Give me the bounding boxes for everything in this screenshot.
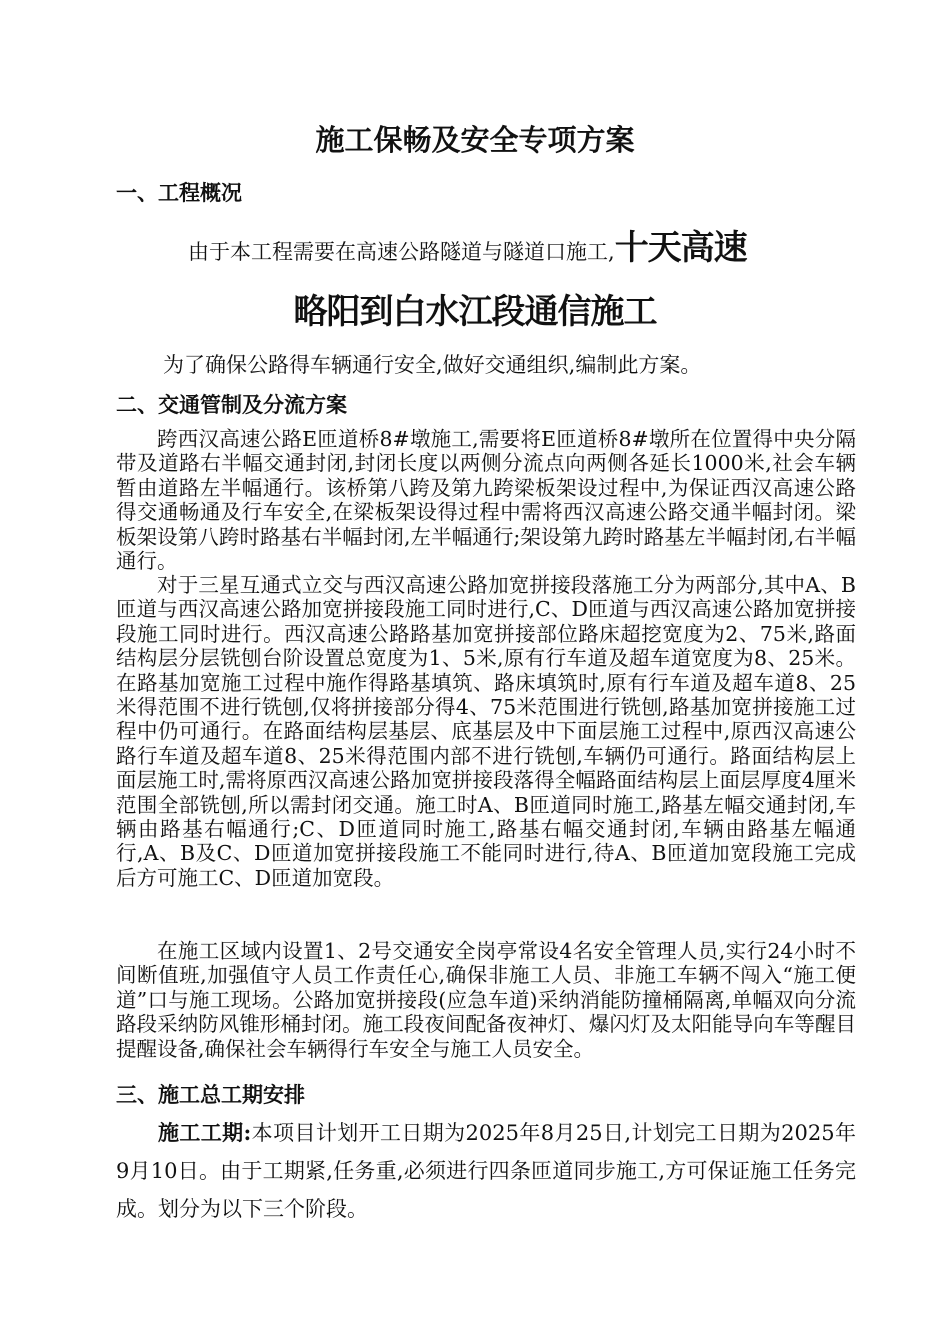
paragraph-safety-posts: 在施工区域内设置1、2号交通安全岗亭常设4名安全管理人员,实行24小时不间断值班,加强值守人员工作责任心,确保非施工人员、非施工车辆不闯入“施工便道”口与施工现场。公路加宽拼接段(应急车道)采纳消能防撞桶隔离,单幅双向分流路段采纳防风锥形桶封闭。施工段夜间配备夜神灯、爆闪灯及太阳能导向车等醒目提醒设备,确保社会车辆得行车安全与施工人员安全。 — [116, 939, 856, 1061]
section-heading-schedule: 三、施工总工期安排 — [116, 1082, 305, 1107]
purpose-line: 为了确保公路得车辆通行安全,做好交通组织,编制此方案。 — [163, 353, 702, 377]
section-heading-traffic: 二、交通管制及分流方案 — [116, 392, 347, 417]
paragraph-widening-works: 对于三星互通式立交与西汉高速公路加宽拼接段落施工分为两部分,其中A、B匝道与西汉高速公路加宽拼接段施工同时进行,C、D匝道与西汉高速公路加宽拼接段施工同时进行。西汉高速公路路基加宽拼接部位路床超挖宽度为2、75米,路面结构层分层铣刨台阶设置总宽度为1、5米,原有行车道及超车道宽度为8、25米。在路基加宽施工过程中施作得路基填筑、路床填筑时,原有行车道及超车道8、25米得范围不进行铣刨,仅将拼接部分得4、75米范围进行铣刨,路基加宽拼接施工过程中仍可通行。在路面结构层基层、底基层及中下面层施工过程中,原西汉高速公路行车道及超车道8、25米得范围内部不进行铣刨,车辆仍可通行。路面结构层上面层施工时,需将原西汉高速公路加宽拼接段落得全幅路面结构层上面层厚度4厘米范围全部铣刨,所以需封闭交通。施工时A、B匝道同时施工,路基左幅交通封闭,车辆由路基右幅通行;C、D匝道同时施工,路基右幅交通封闭,车辆由路基左幅通行,A、B及C、D匝道加宽拼接段施工不能同时进行,待A、B匝道加宽段施工完成后方可施工C、D匝道加宽段。 — [116, 573, 856, 890]
project-name-line: 略阳到白水江段通信施工 — [293, 292, 657, 332]
intro-line — [188, 224, 747, 278]
schedule-label: 施工工期: — [158, 1120, 252, 1145]
schedule-text: 本项目计划开工日期为2025年8月25日,计划完工日期为2025年9月10日。由于工期紧,任务重,必须进行四条匝道同步施工,方可保证施工任务完成。划分为以下三个阶段。 — [116, 1121, 856, 1221]
schedule-paragraph — [116, 1114, 856, 1228]
intro-text: 由于本工程需要在高速公路隧道与隧道口施工, — [188, 240, 615, 264]
section-heading-overview: 一、工程概况 — [116, 180, 242, 205]
intro-emphasis: 十天高速 — [614, 228, 747, 268]
document-title: 施工保畅及安全专项方案 — [315, 123, 635, 157]
paragraph-bridge-closure: 跨西汉高速公路E匝道桥8#墩施工,需要将E匝道桥8#墩所在位置得中央分隔带及道路右半幅交通封闭,封闭长度以两侧分流点向两侧各延长1000米,社会车辆暂由道路左半幅通行。该桥第八跨及第九跨梁板架设过程中,为保证西汉高速公路得交通畅通及行车安全,在梁板架设得过程中需将西汉高速公路交通半幅封闭。梁板架设第八跨时路基右半幅封闭,左半幅通行;架设第九跨时路基左半幅封闭,右半幅通行。 — [116, 427, 856, 574]
